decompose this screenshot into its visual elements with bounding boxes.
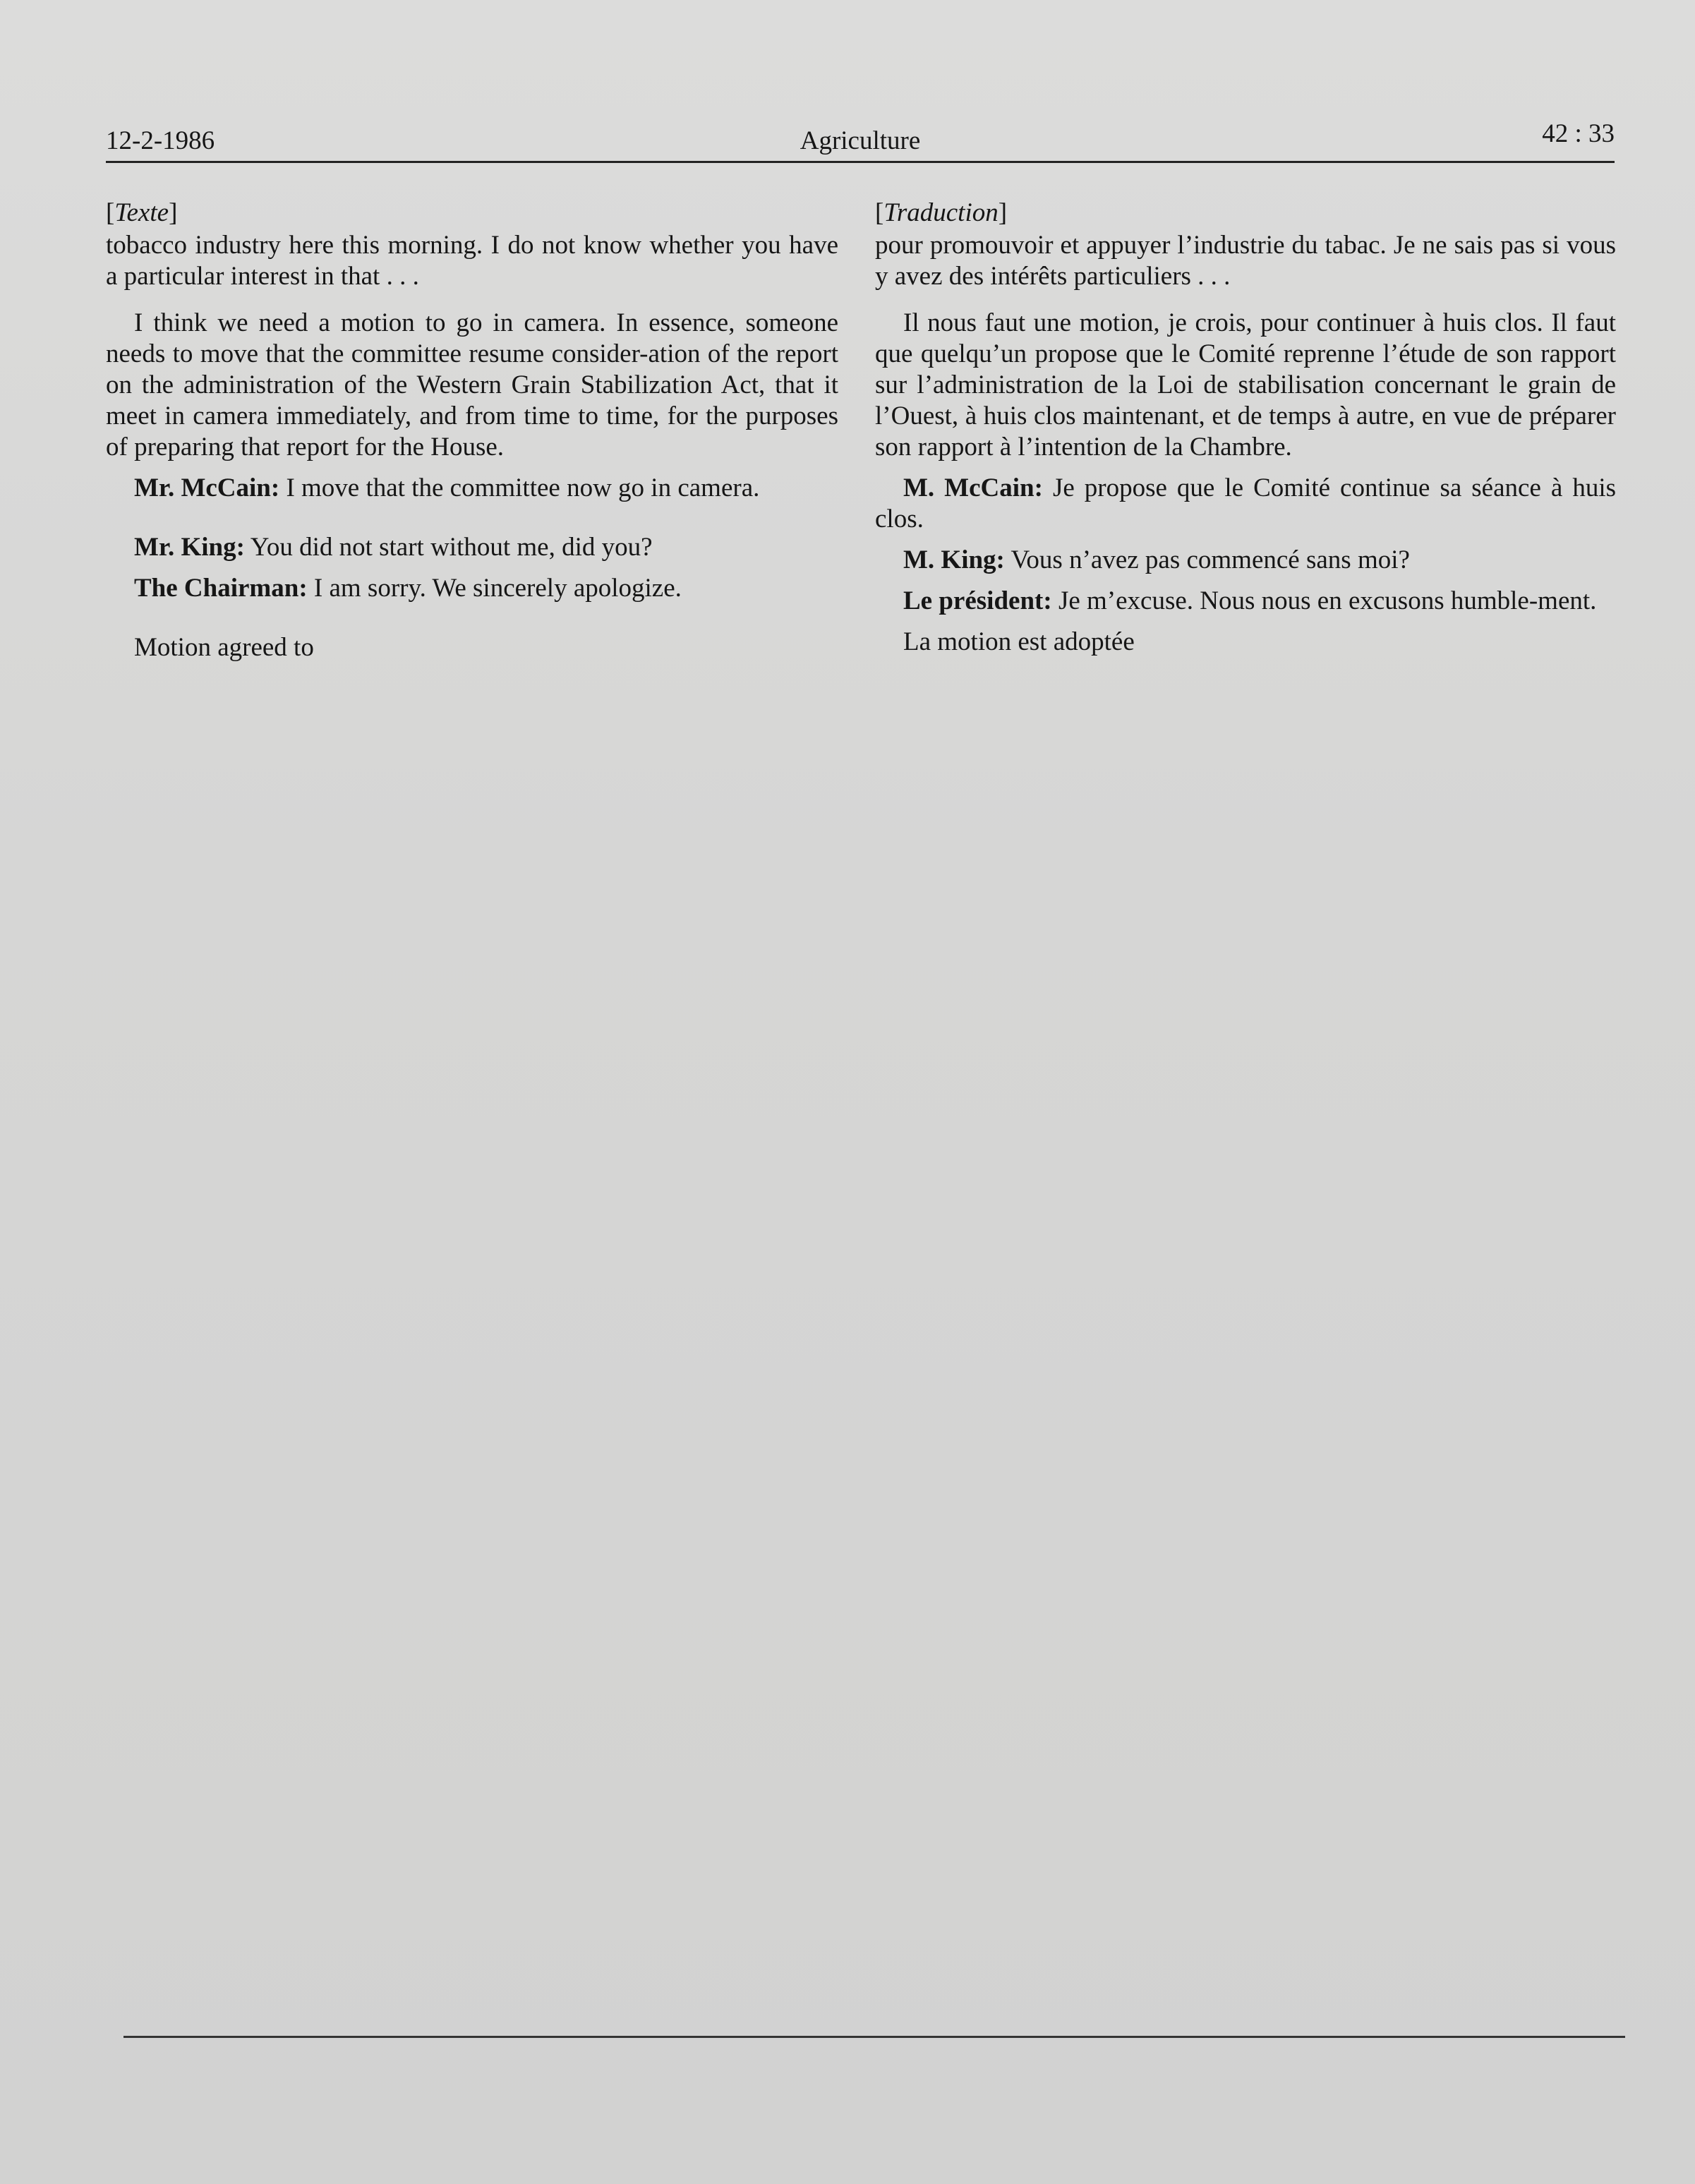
english-column [106, 198, 838, 663]
speaker-name: Le président: [903, 586, 1052, 615]
page-header [106, 119, 1615, 161]
header-page-number: 42 : 33 [1542, 119, 1615, 148]
tag-label: Traduction [883, 198, 999, 227]
motion-result: La motion est adoptée [903, 627, 1135, 656]
speaker-paragraph [106, 473, 838, 504]
paragraph: Il nous faut une motion, je crois, pour continuer à huis clos. Il faut que quelqu’un propose que le Comité reprenne l’étude de son rapport sur l’administration de la Loi de stabilisation concernant le grain de l’Ouest, à huis clos maintenant, et de temps à autre, en vue de préparer son rapport à l’intention de la Chambre. [875, 308, 1616, 461]
speaker-name: Mr. McCain: [134, 473, 280, 502]
speaker-name: M. King: [903, 545, 1005, 574]
motion-result: Motion agreed to [134, 633, 314, 662]
tag-open-bracket: [ [106, 198, 115, 227]
speaker-text: I move that the committee now go in camera. [279, 473, 760, 502]
header-date: 12-2-1986 [106, 126, 215, 155]
language-tag-french [875, 198, 1616, 229]
speaker-paragraph [875, 473, 1616, 535]
tag-open-bracket: [ [875, 198, 884, 227]
header-title: Agriculture [800, 126, 921, 155]
speaker-text: Vous n’avez pas commencé sans moi? [1004, 545, 1410, 574]
speaker-name: M. McCain: [903, 473, 1043, 502]
speaker-text: Je m’excuse. Nous nous en excusons humble-ment. [1051, 586, 1597, 615]
speaker-paragraph [875, 545, 1616, 576]
speaker-text: I am sorry. We sincerely apologize. [307, 574, 682, 603]
paragraph: pour promouvoir et appuyer l’industrie du tabac. Je ne sais pas si vous y avez des intérêts particuliers . . . [875, 231, 1616, 291]
language-tag-english [106, 198, 838, 229]
speaker-paragraph [875, 586, 1616, 617]
paragraph: tobacco industry here this morning. I do not know whether you have a particular interest in that . . . [106, 231, 838, 291]
footer-rule [123, 2036, 1625, 2038]
tag-close-bracket: ] [169, 198, 178, 227]
speaker-name: Mr. King: [134, 533, 245, 562]
paragraph: I think we need a motion to go in camera. In essence, someone needs to move that the committee resume consider-ation of the report on the administration of the Western Grain Stabilization Act, that it meet in camera immediately, and from time to time, for the purposes of preparing that report for the House. [106, 308, 838, 461]
speaker-text: You did not start without me, did you? [244, 533, 653, 562]
french-column [875, 198, 1616, 658]
tag-label: Texte [114, 198, 169, 227]
speaker-paragraph [106, 532, 838, 563]
speaker-name: The Chairman: [134, 574, 308, 603]
speaker-text: Je propose que le Comité continue sa séance à huis clos. [875, 473, 1616, 533]
speaker-paragraph [106, 573, 838, 604]
tag-close-bracket: ] [998, 198, 1008, 227]
header-rule [106, 161, 1615, 163]
